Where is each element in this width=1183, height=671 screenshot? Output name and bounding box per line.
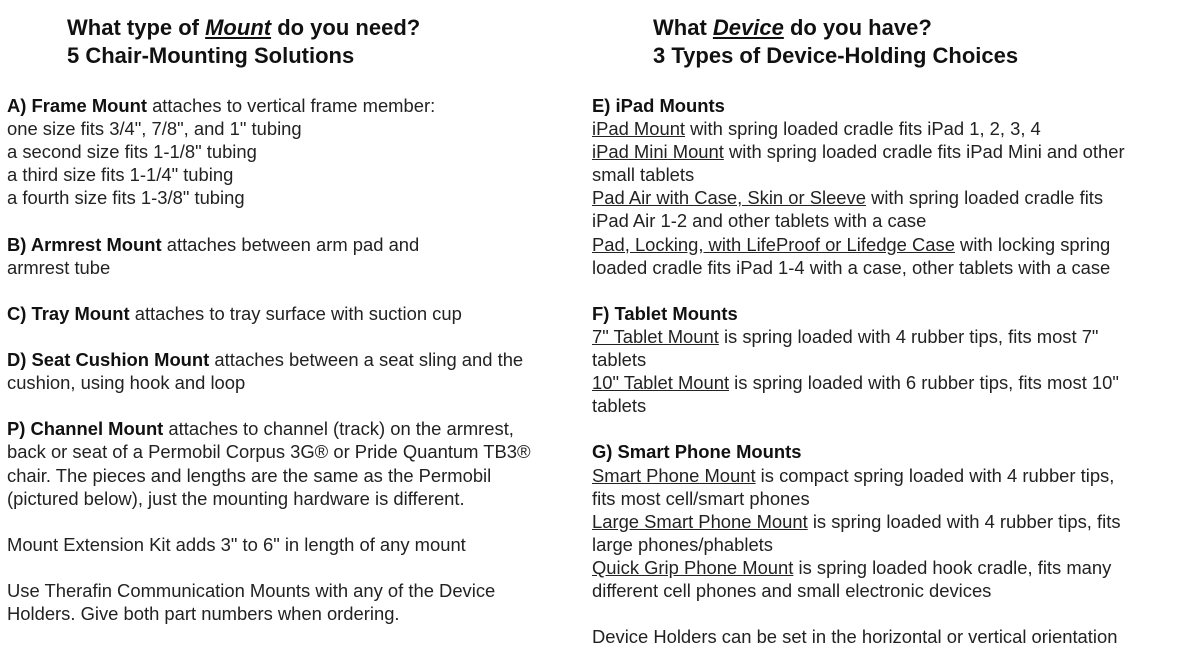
device-heading bbox=[592, 14, 1178, 70]
frame-size-4: a fourth size fits 1-3/8" tubing bbox=[7, 187, 245, 209]
armrest-mount-title: B) Armrest Mount bbox=[7, 233, 162, 255]
ordering-note: Use Therafin Communication Mounts with any of the Device Holders. Give both part numbers when ordering. bbox=[7, 579, 496, 625]
ipad-mount-link[interactable]: iPad Mount bbox=[592, 118, 686, 140]
frame-size-2: a second size fits 1-1/8" tubing bbox=[7, 141, 257, 163]
device-column bbox=[592, 0, 1178, 671]
large-smart-phone-mount-link[interactable]: Large Smart Phone Mount bbox=[592, 510, 808, 532]
tablet-10-link[interactable]: 10" Tablet Mount bbox=[592, 372, 730, 394]
phone-mounts-section: G) Smart Phone Mounts Smart Phone Mount is compact spring loaded with 4 rubber tips, fits most cell/smart phones Large Smart Phone Mount is spring loaded with 4 rubber tips, fits large phones/phablets Quick Grip Phone Mount is spring loaded hook cradle, fits many different cell phones and small electronic devices bbox=[592, 440, 1178, 602]
tablet-mounts-section: F) Tablet Mounts 7" Tablet Mount is spring loaded with 4 rubber tips, fits most 7" tablets 10" Tablet Mount is spring loaded with 6 rubber tips, fits most 10" tablets bbox=[592, 302, 1178, 417]
channel-mount-section: P) Channel Mount attaches to channel (track) on the armrest, back or seat of a Permobil Corpus 3G® or Pride Quantum TB3® chair. The pieces and lengths are the same as the Permobil (pictured below), just the mounting hardware is different. bbox=[7, 418, 531, 509]
frame-mount-title: A) Frame Mount bbox=[7, 95, 147, 116]
device-keyword: Device bbox=[712, 15, 784, 40]
channel-mount-title: P) Channel Mount bbox=[7, 418, 164, 440]
frame-size-3: a third size fits 1-1/4" tubing bbox=[7, 164, 234, 186]
ipad-air-case-link[interactable]: Pad Air with Case, Skin or Sleeve bbox=[592, 187, 866, 209]
ipad-mini-mount-link[interactable]: iPad Mini Mount bbox=[592, 141, 724, 163]
tray-mount-section: C) Tray Mount attaches to tray surface with suction cup bbox=[7, 302, 462, 324]
device-heading-line1: What Device do you have? bbox=[653, 15, 932, 40]
mount-heading-line1: What type of Mount do you need? bbox=[67, 15, 421, 40]
mount-heading bbox=[7, 14, 582, 70]
tray-mount-title: C) Tray Mount bbox=[7, 302, 130, 324]
mount-heading-line2: 5 Chair-Mounting Solutions bbox=[67, 43, 355, 68]
frame-size-1: one size fits 3/4", 7/8", and 1" tubing bbox=[7, 118, 302, 140]
ipad-mounts-title: E) iPad Mounts bbox=[592, 95, 725, 116]
seat-cushion-mount-section: D) Seat Cushion Mount attaches between a seat sling and the cushion, using hook and loop bbox=[7, 349, 524, 394]
tablet-7-link[interactable]: 7" Tablet Mount bbox=[592, 325, 719, 347]
device-list bbox=[592, 94, 1178, 648]
extension-kit-note: Mount Extension Kit adds 3" to 6" in length of any mount bbox=[7, 533, 466, 555]
armrest-mount-section: B) Armrest Mount attaches between arm pad and armrest tube bbox=[7, 233, 420, 278]
smart-phone-mount-link[interactable]: Smart Phone Mount bbox=[592, 464, 756, 486]
frame-mount-section: A) Frame Mount attaches to vertical frame member: one size fits 3/4", 7/8", and 1" tubing a second size fits 1-1/8" tubing a third size fits 1-1/4" tubing a fourth size fits 1-3/8" tubing bbox=[7, 94, 582, 209]
seat-cushion-mount-title: D) Seat Cushion Mount bbox=[7, 349, 210, 371]
quick-grip-phone-mount-link[interactable]: Quick Grip Phone Mount bbox=[592, 556, 794, 578]
ipad-mounts-section: E) iPad Mounts iPad Mount with spring loaded cradle fits iPad 1, 2, 3, 4 iPad Mini Mount with spring loaded cradle fits iPad Mini and other small tablets Pad Air with Case, Skin or Sleeve with spring loaded cradle fits iPad Air 1-2 and other tablets with a case Pad, Locking, with LifeProof or Lifedge Case with locking spring loaded cradle fits iPad 1-4 with a case, other tablets with a case bbox=[592, 94, 1178, 279]
orientation-note: Device Holders can be set in the horizontal or vertical orientation bbox=[592, 626, 1118, 648]
mount-list bbox=[7, 94, 582, 625]
mount-keyword: Mount bbox=[205, 15, 272, 40]
mount-column bbox=[7, 0, 582, 648]
tablet-mounts-title: F) Tablet Mounts bbox=[592, 302, 738, 324]
device-heading-line2: 3 Types of Device-Holding Choices bbox=[653, 43, 1019, 68]
ipad-locking-link[interactable]: Pad, Locking, with LifeProof or Lifedge Case bbox=[592, 233, 955, 255]
phone-mounts-title: G) Smart Phone Mounts bbox=[592, 441, 802, 463]
